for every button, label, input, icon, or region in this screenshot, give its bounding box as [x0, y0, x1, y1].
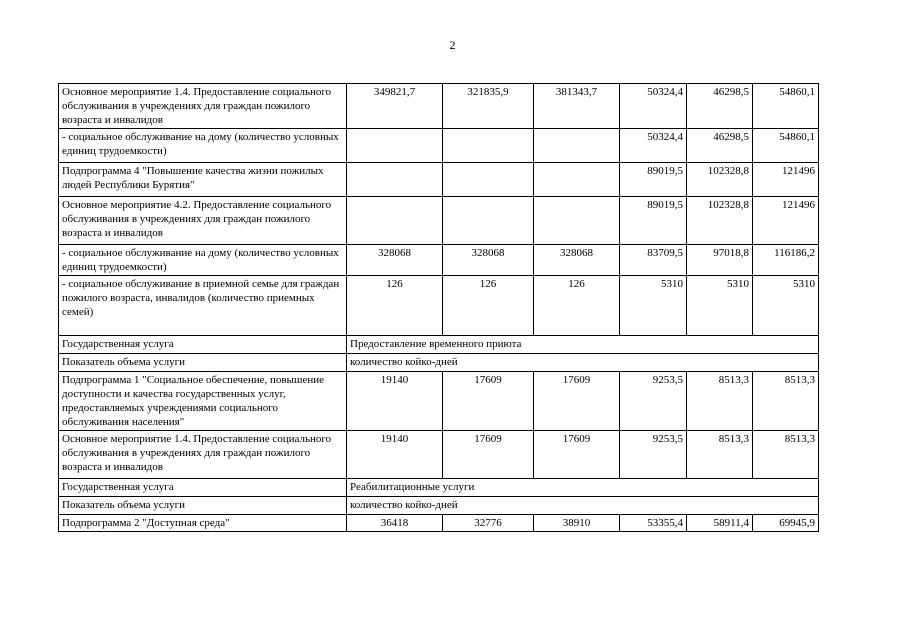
row-value-2 [443, 163, 534, 197]
table-row [59, 276, 819, 336]
row-value-1: 36418 [347, 515, 443, 532]
row-value-4: 83709,5 [620, 245, 687, 276]
row-value-1: 19140 [347, 431, 443, 479]
row-value-3: 17609 [534, 431, 620, 479]
row-value-1: 328068 [347, 245, 443, 276]
row-label: Основное мероприятие 1.4. Предоставление социального обслуживания в учреждениях для граждан пожилого возраста и инвалидов [59, 431, 347, 479]
row-value-5: 46298,5 [687, 129, 753, 163]
row-value-5: 102328,8 [687, 163, 753, 197]
row-label: - социальное обслуживание в приемной семье для граждан пожилого возраста, инвалидов (количество приемных семей) [59, 276, 347, 336]
table-row [59, 479, 819, 497]
row-value-4: 89019,5 [620, 197, 687, 245]
table-row [59, 84, 819, 129]
data-table [58, 83, 819, 532]
row-value-1 [347, 129, 443, 163]
row-value-2: 328068 [443, 245, 534, 276]
table-row [59, 245, 819, 276]
row-value-6: 121496 [753, 163, 819, 197]
row-label: Подпрограмма 1 "Социальное обеспечение, повышение доступности и качества государственных услуг, предоставляемых учреждениями социального обслуживания населения" [59, 372, 347, 431]
row-value-6: 54860,1 [753, 84, 819, 129]
row-value-4: 9253,5 [620, 431, 687, 479]
table-row [59, 354, 819, 372]
row-value-5: 97018,8 [687, 245, 753, 276]
row-value-3: 38910 [534, 515, 620, 532]
row-value-1 [347, 197, 443, 245]
row-value-5: 5310 [687, 276, 753, 336]
row-value-4: 50324,4 [620, 129, 687, 163]
table-row [59, 336, 819, 354]
row-value-1: 126 [347, 276, 443, 336]
row-label: Основное мероприятие 4.2. Предоставление социального обслуживания в учреждениях для граждан пожилого возраста и инвалидов [59, 197, 347, 245]
row-value-3: 328068 [534, 245, 620, 276]
table-row [59, 129, 819, 163]
row-label: Государственная услуга [59, 336, 347, 354]
row-value-3: 381343,7 [534, 84, 620, 129]
table-row [59, 497, 819, 515]
row-value-1: 19140 [347, 372, 443, 431]
row-value-1 [347, 163, 443, 197]
row-value-3: 126 [534, 276, 620, 336]
row-label: Показатель объема услуги [59, 497, 347, 515]
row-value-6: 121496 [753, 197, 819, 245]
row-value-6: 54860,1 [753, 129, 819, 163]
row-value-3 [534, 129, 620, 163]
row-value-6: 8513,3 [753, 372, 819, 431]
row-label: Подпрограмма 2 "Доступная среда" [59, 515, 347, 532]
row-label: - социальное обслуживание на дому (количество условных единиц трудоемкости) [59, 245, 347, 276]
row-value-6: 8513,3 [753, 431, 819, 479]
row-value-4: 50324,4 [620, 84, 687, 129]
row-value-2 [443, 197, 534, 245]
row-value-3 [534, 197, 620, 245]
row-value-5: 58911,4 [687, 515, 753, 532]
row-label: Показатель объема услуги [59, 354, 347, 372]
row-value-2: 32776 [443, 515, 534, 532]
row-service-value: Реабилитационные услуги [347, 479, 819, 497]
row-value-6: 116186,2 [753, 245, 819, 276]
row-value-2: 321835,9 [443, 84, 534, 129]
row-value-5: 8513,3 [687, 372, 753, 431]
row-value-3: 17609 [534, 372, 620, 431]
table-row [59, 515, 819, 532]
row-value-5: 102328,8 [687, 197, 753, 245]
row-value-6: 69945,9 [753, 515, 819, 532]
row-value-2: 17609 [443, 431, 534, 479]
row-value-1: 349821,7 [347, 84, 443, 129]
row-value-4: 9253,5 [620, 372, 687, 431]
row-value-5: 46298,5 [687, 84, 753, 129]
row-value-2: 17609 [443, 372, 534, 431]
row-value-3 [534, 163, 620, 197]
table-row [59, 197, 819, 245]
row-value-4: 5310 [620, 276, 687, 336]
row-label: Подпрограмма 4 "Повышение качества жизни пожилых людей Республики Бурятия" [59, 163, 347, 197]
row-value-4: 89019,5 [620, 163, 687, 197]
row-label: Государственная услуга [59, 479, 347, 497]
table-row [59, 372, 819, 431]
row-value-6: 5310 [753, 276, 819, 336]
row-value-4: 53355,4 [620, 515, 687, 532]
row-label: - социальное обслуживание на дому (количество условных единиц трудоемкости) [59, 129, 347, 163]
row-service-value: количество койко-дней [347, 497, 819, 515]
table-row [59, 431, 819, 479]
row-value-5: 8513,3 [687, 431, 753, 479]
table-row [59, 163, 819, 197]
row-service-value: Предоставление временного приюта [347, 336, 819, 354]
page-number: 2 [449, 38, 456, 52]
row-label: Основное мероприятие 1.4. Предоставление социального обслуживания в учреждениях для граждан пожилого возраста и инвалидов [59, 84, 347, 129]
row-value-2: 126 [443, 276, 534, 336]
row-value-2 [443, 129, 534, 163]
row-service-value: количество койко-дней [347, 354, 819, 372]
